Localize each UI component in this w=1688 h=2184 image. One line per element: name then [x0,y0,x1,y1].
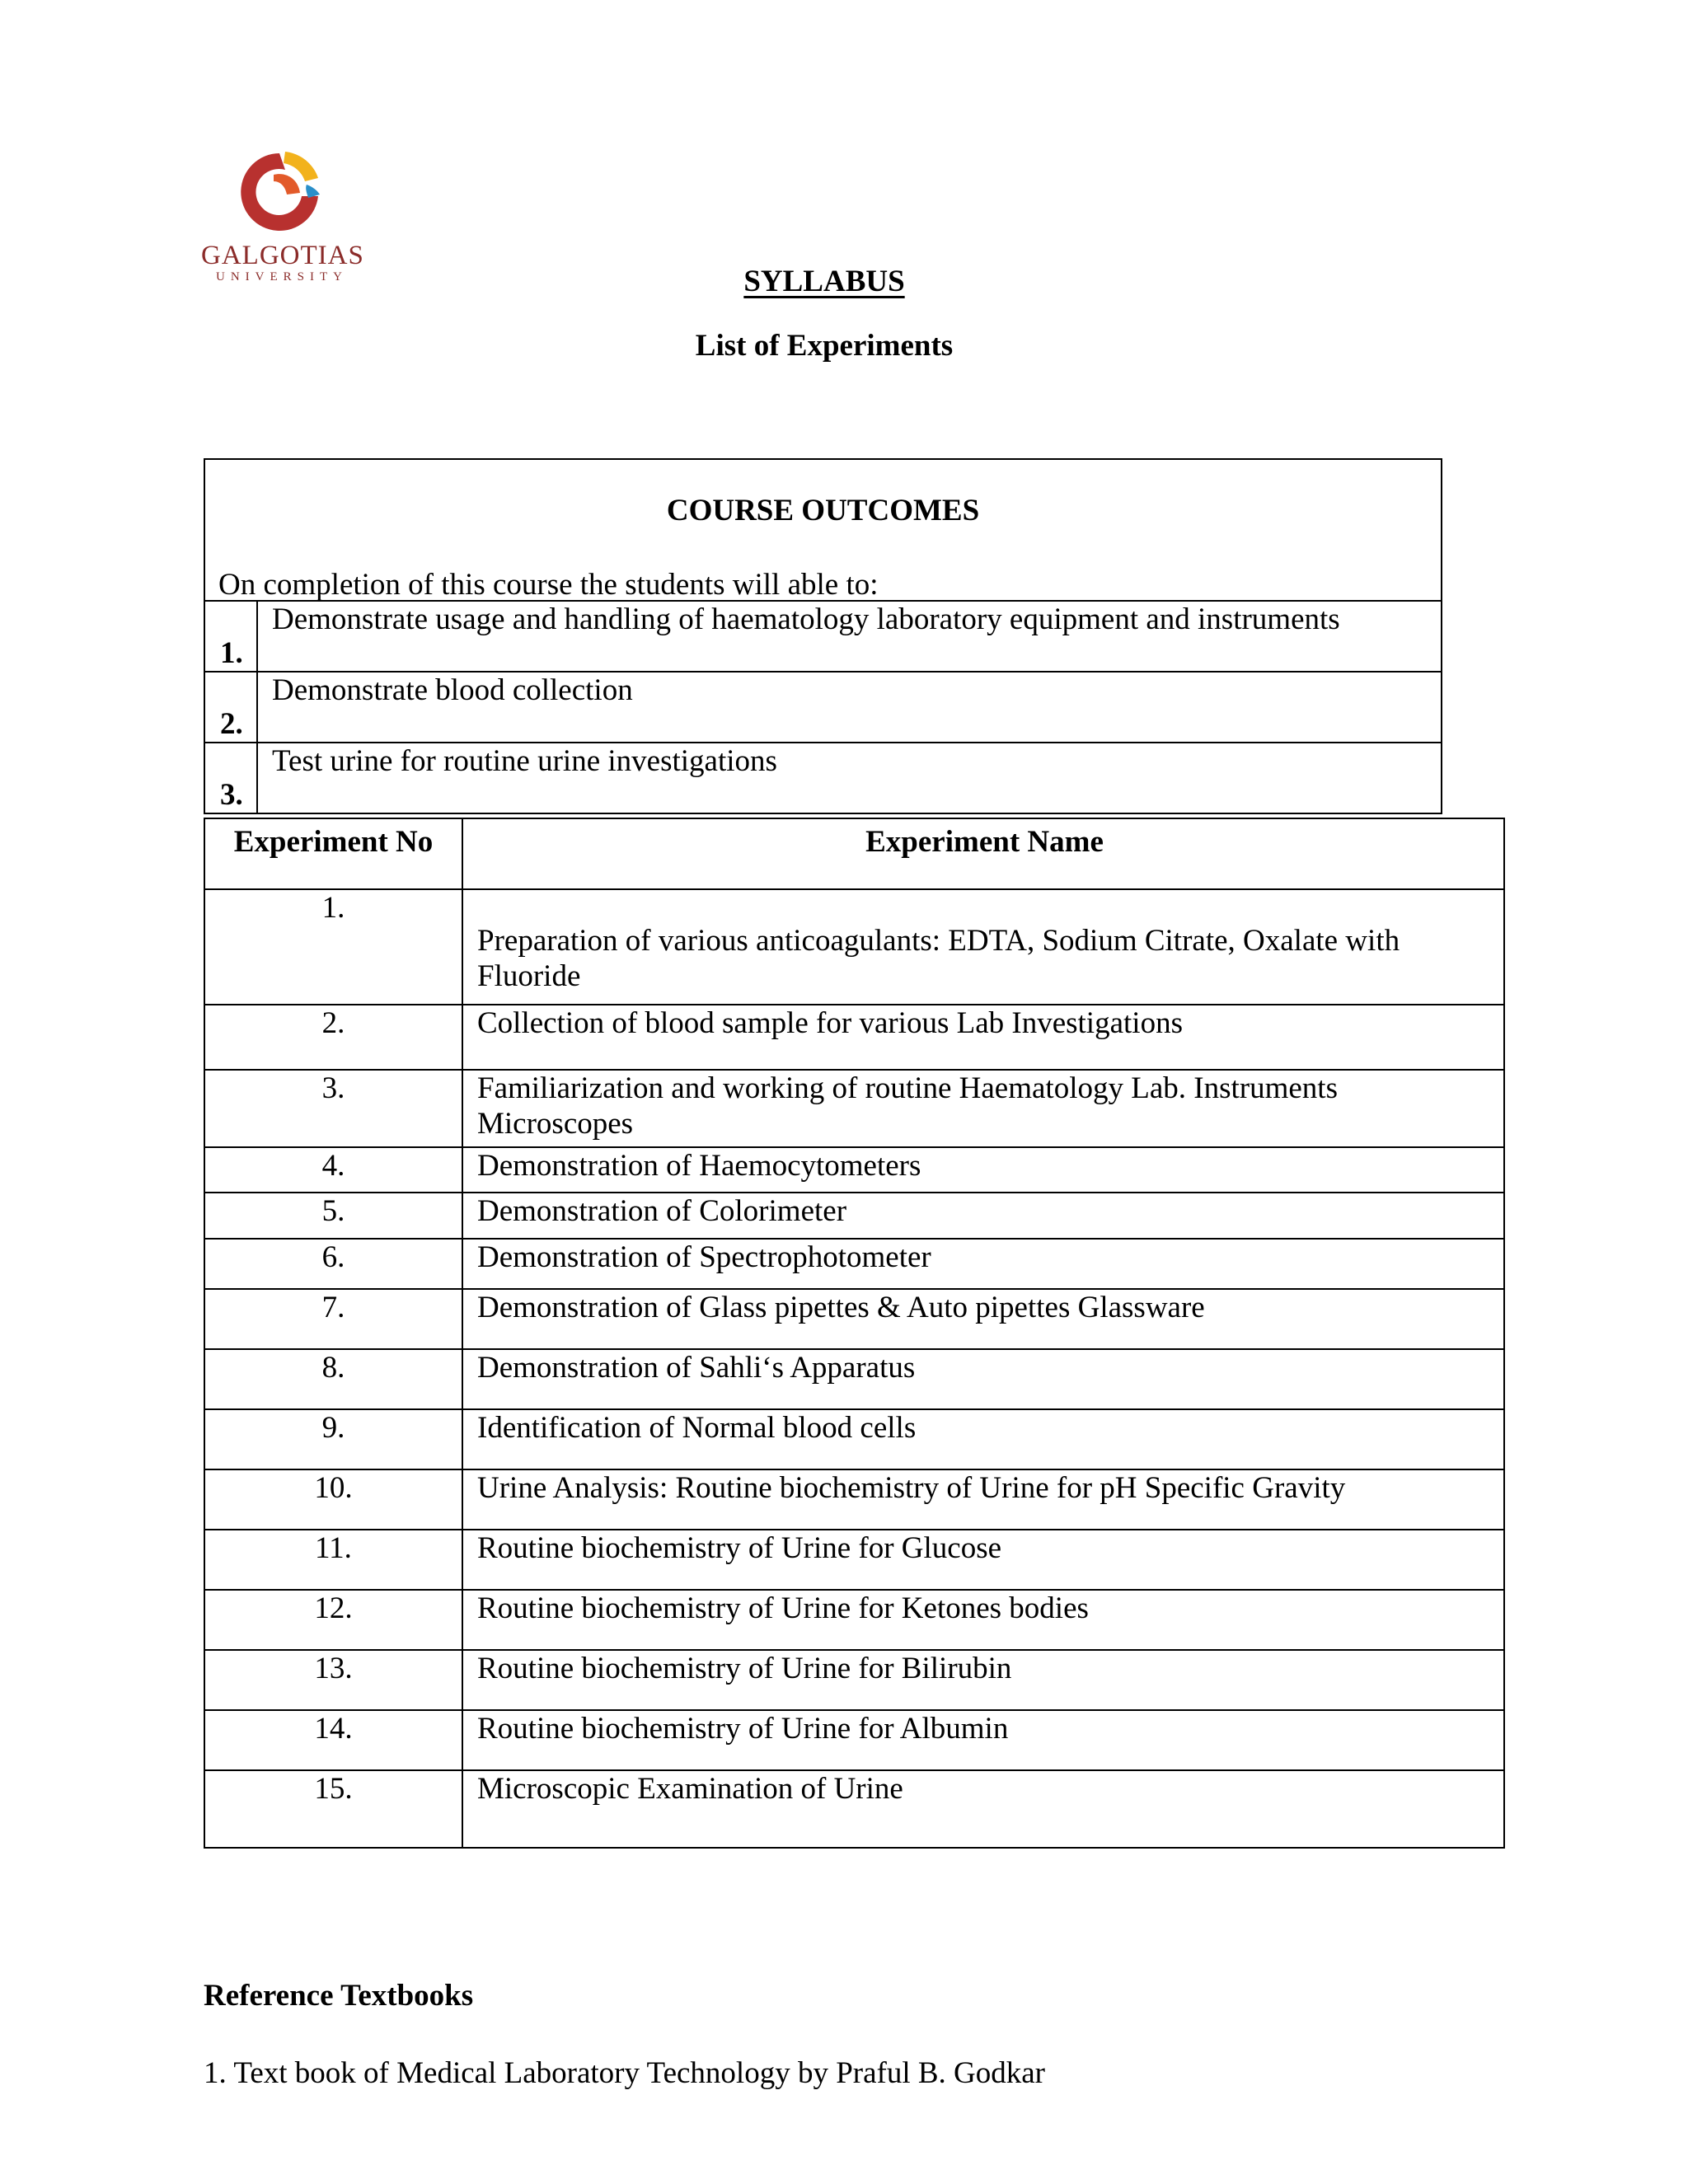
experiment-name: Demonstration of Haemocytometers [462,1147,1504,1193]
experiment-name: Routine biochemistry of Urine for Albumin [462,1710,1504,1770]
references-heading: Reference Textbooks [204,1979,474,2013]
page-subtitle: List of Experiments [695,329,954,363]
column-header-name: Experiment Name [462,818,1504,889]
outcome-row [204,601,1442,672]
logo-emblem-icon [234,147,325,237]
experiment-name: Routine biochemistry of Urine for Bilirubin [462,1650,1504,1710]
outcome-text: Demonstrate usage and handling of haematology laboratory equipment and instruments [257,601,1442,672]
experiment-name: Demonstration of Colorimeter [462,1193,1504,1239]
experiment-name: Urine Analysis: Routine biochemistry of Urine for pH Specific Gravity [462,1469,1504,1530]
experiment-no: 1. [204,889,462,1005]
experiment-no: 10. [204,1469,462,1530]
experiment-no: 11. [204,1530,462,1590]
experiment-no: 12. [204,1590,462,1650]
outcome-row [204,672,1442,743]
outcome-text: Test urine for routine urine investigations [257,743,1442,813]
table-row [204,1770,1504,1848]
experiment-no: 8. [204,1349,462,1409]
experiment-no: 2. [204,1005,462,1070]
table-row [204,1590,1504,1650]
experiments-header-row [204,818,1504,889]
course-outcomes-table [204,458,1442,814]
outcomes-header-row [204,459,1442,601]
experiment-name: Routine biochemistry of Urine for Glucose [462,1530,1504,1590]
outcome-text: Demonstrate blood collection [257,672,1442,743]
column-header-no: Experiment No [204,818,462,889]
experiment-name: Demonstration of Glass pipettes & Auto pipettes Glassware [462,1289,1504,1349]
table-row [204,1289,1504,1349]
experiment-no: 5. [204,1193,462,1239]
outcome-number: 1. [220,636,243,670]
outcomes-header-cell [204,459,1442,601]
outcomes-intro: On completion of this course the students will able to: [218,568,879,602]
table-row [204,1530,1504,1590]
table-row [204,1710,1504,1770]
table-row [204,1147,1504,1193]
experiment-no: 15. [204,1770,462,1848]
experiment-no: 13. [204,1650,462,1710]
experiment-name: Routine biochemistry of Urine for Ketones bodies [462,1590,1504,1650]
experiment-no: 3. [204,1070,462,1147]
table-row [204,889,1504,1005]
experiments-table [204,818,1505,1849]
table-row [204,1349,1504,1409]
experiment-no: 6. [204,1239,462,1289]
experiment-name: Collection of blood sample for various Lab Investigations [462,1005,1504,1070]
experiment-name: Demonstration of Sahli‘s Apparatus [462,1349,1504,1409]
table-row [204,1070,1504,1147]
table-row [204,1193,1504,1239]
reference-item: 1. Text book of Medical Laboratory Technology by Praful B. Godkar [204,2056,1046,2090]
outcome-number: 2. [220,707,243,741]
experiment-no: 14. [204,1710,462,1770]
table-row [204,1409,1504,1469]
table-row [204,1650,1504,1710]
experiment-name: Preparation of various anticoagulants: EDTA, Sodium Citrate, Oxalate with Fluoride [477,924,1400,993]
outcome-number: 3. [220,778,243,812]
experiment-name: Identification of Normal blood cells [462,1409,1504,1469]
outcomes-heading: COURSE OUTCOMES [666,494,980,527]
logo-wordmark: GALGOTIAS UNIVERSITY [201,241,364,284]
experiment-no: 4. [204,1147,462,1193]
experiment-no: 7. [204,1289,462,1349]
experiment-name: Microscopic Examination of Urine [462,1770,1504,1848]
experiment-name: Demonstration of Spectrophotometer [462,1239,1504,1289]
experiment-name: Familiarization and working of routine Haematology Lab. Instruments Microscopes [462,1070,1504,1147]
table-row [204,1239,1504,1289]
table-row [204,1005,1504,1070]
page-title: SYLLABUS [743,265,905,298]
outcome-row [204,743,1442,813]
table-row [204,1469,1504,1530]
experiment-no: 9. [204,1409,462,1469]
